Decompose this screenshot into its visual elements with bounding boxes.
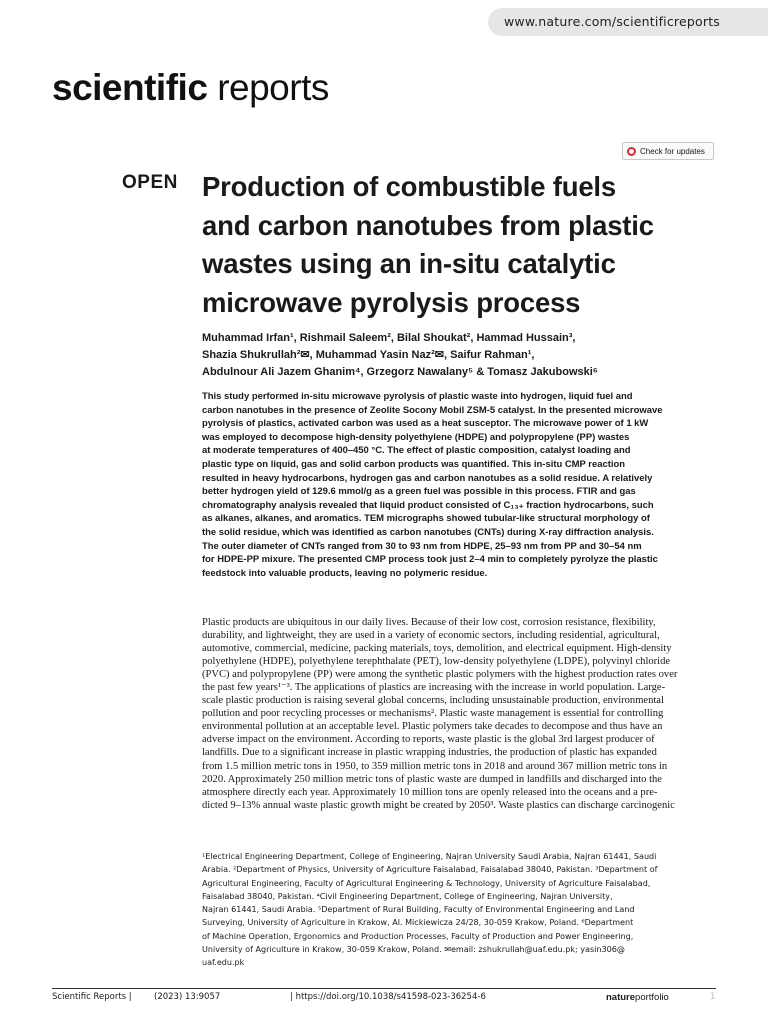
- author-line: Abdulnour Ali Jazem Ghanim⁴, Grzegorz Nawalany⁵ & Tomasz Jakubowski⁶: [202, 366, 598, 378]
- brand-light: portfolio: [635, 992, 669, 1003]
- affiliation-line: Arabia. ²Department of Physics, University of Agriculture Faisalabad, Faisalabad 38040, Pakistan. ³Department of: [202, 865, 658, 875]
- title-line: microwave pyrolysis process: [202, 286, 581, 318]
- author-list: [202, 330, 742, 381]
- body-line: durability, and lightweight, they are used in a variety of economic sectors, including residential, agricultural,: [202, 630, 660, 642]
- affiliation-line: Faisalabad 38040, Pakistan. ⁴Civil Engineering Department, College of Engineering, Najran University,: [202, 891, 613, 901]
- body-line: environmental pollution at an acceptable level. Plastic polymers take decades to decompose and thus have an: [202, 721, 663, 733]
- journal-url[interactable]: www.nature.com/scientificreports: [504, 14, 721, 29]
- abstract-line: better hydrogen yield of 129.6 mmol/g as a green fuel was possible in this process. FTIR and gas: [202, 486, 636, 498]
- body-line: from 1.5 million metric tons in 1950, to 359 million metric tons in 2018 and around 367 million metric tons in: [202, 760, 668, 772]
- logo-light: reports: [217, 67, 329, 108]
- body-line: 2020. Approximately 250 million metric tons of plastic waste are dumped in landfills and discharged into the: [202, 773, 662, 785]
- abstract-line: was employed to decompose high-density polyethylene (HDPE) and polypropylene (PP) wastes: [202, 431, 630, 443]
- body-line: (PVC) and polypropylene (PP) were among the synthetic plastic polymers with the highest production rates over: [202, 669, 678, 681]
- page-number: 1: [710, 992, 716, 1002]
- body-line: landfills. Due to a significant increase in plastic wrapping industries, the production of plastic has expanded: [202, 747, 657, 759]
- journal-logo: [52, 66, 329, 110]
- affiliations: [202, 850, 716, 970]
- footer-doi-link[interactable]: | https://doi.org/10.1038/s41598-023-36254-6: [290, 992, 486, 1002]
- abstract: [202, 390, 718, 580]
- body-text: [202, 616, 718, 812]
- abstract-line: as alkanes, alkanes, and aromatics. TEM micrographs showed tubular-like structural morphology of: [202, 513, 650, 525]
- body-line: automotive, commercial, medicine, packing materials, toys, demolition, and electrical equipment. High-density: [202, 643, 672, 655]
- affiliation-line: uaf.edu.pk: [202, 958, 245, 968]
- body-line: dicted 9–13% annual waste plastic growth might be created by 2050³. Waste plastics can discharge carcinogenic: [202, 799, 675, 811]
- abstract-line: plastic type on liquid, gas and solid carbon products was quantified. This in-situ CMP reaction: [202, 458, 625, 470]
- author-line: Muhammad Irfan¹, Rishmail Saleem², Bilal Shoukat², Hammad Hussain³,: [202, 332, 576, 344]
- affiliation-line: University of Agriculture in Krakow, 30-059 Krakow, Poland. ✉email: zshukrullah@uaf.edu.pk; yasin306@: [202, 945, 625, 955]
- body-line: adverse impact on the environment. According to reports, waste plastic is the global 3rd largest producer of: [202, 734, 655, 746]
- title-line: Production of combustible fuels: [202, 171, 616, 202]
- abstract-line: resulted in heavy hydrocarbons, hydrogen gas and carbon nanotubes as a solid residue. A relatively: [202, 472, 653, 484]
- footer-volume: (2023) 13:9057: [154, 992, 221, 1002]
- abstract-line: carbon nanotubes in the presence of Zeolite Socony Mobil ZSM-5 catalyst. In the presented microwave: [202, 404, 663, 416]
- footer-divider: [52, 988, 716, 989]
- abstract-line: at moderate temperatures of 400–450 °C. The effect of plastic composition, catalyst loading and: [202, 445, 631, 457]
- title-line: wastes using an in-situ catalytic: [202, 248, 616, 280]
- title-line: and carbon nanotubes from plastic: [202, 209, 654, 241]
- open-access-label: OPEN: [122, 172, 178, 193]
- body-line: scale plastic production is raising several global concerns, including unsustainable production, environmental: [202, 695, 664, 707]
- check-updates-label: Check for updates: [640, 146, 705, 156]
- affiliation-line: Najran 61441, Saudi Arabia. ⁵Department of Rural Building, Faculty of Environmental Engineering and Land: [202, 905, 635, 915]
- footer-journal: Scientific Reports |: [52, 992, 132, 1002]
- crossmark-icon: [627, 147, 636, 156]
- nature-portfolio-logo: [606, 992, 669, 1003]
- affiliation-line: Surveying, University of Agriculture in Krakow, Al. Mickiewicza 24/28, 30-059 Krakow, Poland. ⁶Department: [202, 918, 634, 928]
- author-line: Shazia Shukrullah²✉, Muhammad Yasin Naz²✉, Saifur Rahman¹,: [202, 349, 535, 361]
- abstract-line: feedstock into valuable products, leaving no polymeric residue.: [202, 567, 488, 579]
- affiliation-line: of Machine Operation, Ergonomics and Production Processes, Faculty of Production and Power Engineering,: [202, 931, 634, 941]
- article-title: [202, 168, 722, 322]
- brand-bold: nature: [606, 992, 636, 1003]
- body-line: Plastic products are ubiquitous in our daily lives. Because of their low cost, corrosion resistance, flexibility,: [202, 617, 656, 628]
- body-line: the past few years¹⁻³. The applications of plastics are increasing with the increase in world population. Large-: [202, 682, 666, 694]
- url-bar[interactable]: [488, 8, 768, 36]
- logo-bold: scientific: [52, 67, 208, 108]
- affiliation-line: Agricultural Engineering, Faculty of Agricultural Engineering & Technology, University of Agriculture Faisalabad,: [202, 878, 651, 888]
- abstract-line: pyrolysis of plastics, activated carbon was used as a heat susceptor. The microwave power of 1 kW: [202, 418, 649, 430]
- abstract-line: for HDPE-PP mixure. The presented CMP process took just 2–4 min to completely pyrolyze the plastic: [202, 554, 658, 566]
- body-line: polyethylene (HDPE), polyethylene terephthalate (PET), low-density polyethylene (LDPE), polyvinyl chloride: [202, 656, 671, 668]
- body-line: atmosphere directly each year. Approximately 10 million tons are openly released into the oceans and a pre-: [202, 786, 658, 798]
- abstract-line: the solid residue, which was identified as carbon nanotubes (CNTs) during X-ray diffraction analysis.: [202, 526, 654, 538]
- body-line: pollution and poor recycling processes or mechanisms². Plastic waste management is essential for controlling: [202, 708, 664, 720]
- abstract-line: This study performed in-situ microwave pyrolysis of plastic waste into hydrogen, liquid fuel and: [202, 391, 633, 402]
- affiliation-line: ¹Electrical Engineering Department, College of Engineering, Najran University Saudi Arabia, Najran 61441, Saudi: [202, 852, 657, 861]
- abstract-line: The outer diameter of CNTs ranged from 30 to 93 nm from HDPE, 25–93 nm from PP and 30–54 nm: [202, 540, 642, 552]
- abstract-line: chromatography analysis revealed that liquid product consisted of C₁₃₊ fraction hydrocarbons, such: [202, 499, 654, 511]
- check-for-updates-button[interactable]: [622, 142, 714, 160]
